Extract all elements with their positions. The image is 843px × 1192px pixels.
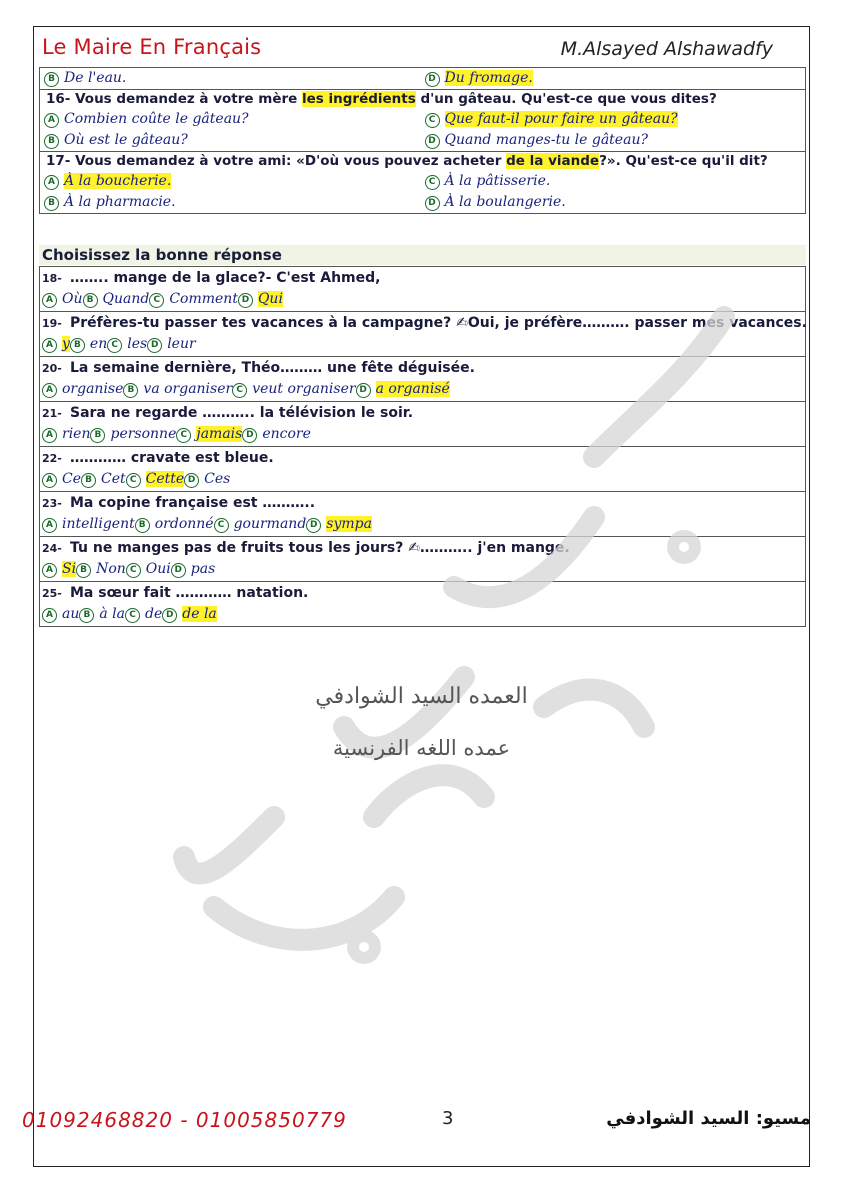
option-b: [135, 514, 214, 536]
letter-circle-icon: A: [42, 473, 57, 488]
letter-circle-icon: C: [125, 608, 140, 623]
question-number: 20-: [42, 362, 62, 375]
option-text: jamais: [196, 426, 243, 442]
question-text: [40, 267, 805, 289]
option-c: [126, 469, 185, 491]
option-a: [42, 514, 135, 536]
option-text: ordonné: [154, 516, 214, 532]
letter-circle-icon: A: [42, 428, 57, 443]
option-b: B De l'eau.: [44, 68, 425, 89]
options-row: [40, 334, 805, 356]
letter-circle-icon: B: [90, 428, 105, 443]
letter-circle-icon: C: [176, 428, 191, 443]
option-c: [214, 514, 307, 536]
option-c: C À la pâtisserie.: [425, 171, 806, 192]
option-text: Comment: [169, 291, 238, 307]
letter-circle-icon: C: [232, 383, 247, 398]
letter-circle-icon: D: [356, 383, 371, 398]
letter-circle-icon: C: [126, 563, 141, 578]
option-b: [90, 424, 176, 446]
option-text: intelligent: [62, 516, 135, 532]
question-16: 16- Vous demandez à votre mère les ingrédients d'un gâteau. Qu'est-ce que vous dites?: [46, 91, 717, 107]
option-text: Ce: [62, 471, 81, 487]
question-prompt: Préfères-tu passer tes vacances à la campagne? ✍Oui, je préfère………. passer mes vacances.: [70, 315, 807, 331]
option-text: organise: [62, 381, 124, 397]
question-row: [40, 492, 806, 537]
q15-options: [40, 68, 805, 89]
option-c: [126, 559, 171, 581]
option-text: Cet: [101, 471, 126, 487]
option-d: D À la boulangerie.: [425, 192, 806, 213]
option-text: au: [62, 606, 80, 622]
question-row: [40, 537, 806, 582]
letter-circle-icon: B: [44, 134, 59, 149]
option-d: [238, 289, 283, 311]
option-text: Cette: [145, 471, 185, 487]
letter-circle-icon: C: [126, 473, 141, 488]
option-text: Où: [62, 291, 83, 307]
option-b: B Où est le gâteau?: [44, 130, 425, 151]
question-number: 24-: [42, 542, 62, 555]
question-row: [40, 357, 806, 402]
question-17: 17- Vous demandez à votre ami: «D'où vous pouvez acheter de la viande?». Qu'est-ce qu'il dit?: [46, 153, 768, 169]
options-row: [40, 379, 805, 401]
option-b: [70, 334, 107, 356]
question-number: 25-: [42, 587, 62, 600]
question-prompt: Tu ne manges pas de fruits tous les jours? ✍……….. j'en mange.: [70, 540, 570, 556]
option-b: [81, 469, 126, 491]
letter-circle-icon: B: [81, 473, 96, 488]
option-text: Non: [96, 561, 126, 577]
question-prompt: Ma copine française est ………..: [70, 495, 316, 511]
letter-circle-icon: C: [425, 175, 440, 190]
question-text: [40, 312, 805, 334]
option-text: pas: [190, 561, 216, 577]
option-b: B À la pharmacie.: [44, 192, 425, 213]
option-d: [162, 604, 217, 626]
arabic-signature-line1: العمده السيد الشوادفي: [315, 684, 528, 709]
option-b: [79, 604, 125, 626]
mcq-table: [39, 266, 806, 627]
options-row: [40, 514, 805, 536]
question-text: [40, 357, 805, 379]
letter-circle-icon: D: [147, 338, 162, 353]
letter-circle-icon: D: [171, 563, 186, 578]
option-b: [123, 379, 232, 401]
question-prompt: Ma sœur fait ………… natation.: [70, 585, 309, 601]
question-number: 18-: [42, 272, 62, 285]
question-text: [40, 537, 805, 559]
option-a: [42, 289, 83, 311]
option-a: [42, 604, 79, 626]
letter-circle-icon: B: [123, 383, 138, 398]
question-number: 23-: [42, 497, 62, 510]
question-number: 21-: [42, 407, 62, 420]
options-row: [40, 604, 805, 626]
question-number: 19-: [42, 317, 62, 330]
letter-circle-icon: A: [42, 338, 57, 353]
arabic-signature-line2: عمده اللغه الفرنسية: [332, 736, 511, 760]
option-text: Qui: [257, 291, 283, 307]
letter-circle-icon: B: [44, 196, 59, 211]
letter-circle-icon: D: [425, 72, 440, 87]
letter-circle-icon: D: [425, 196, 440, 211]
q16-options: [40, 109, 805, 151]
option-text: à la: [99, 606, 125, 622]
option-text: gourmand: [233, 516, 307, 532]
option-d: [184, 469, 230, 491]
options-row: [40, 424, 805, 446]
options-row: [40, 469, 805, 491]
letter-circle-icon: C: [107, 338, 122, 353]
letter-circle-icon: A: [42, 608, 57, 623]
letter-circle-icon: B: [76, 563, 91, 578]
option-d: [306, 514, 372, 536]
letter-circle-icon: A: [42, 518, 57, 533]
worksheet-page: [33, 26, 810, 1167]
question-prompt: Sara ne regarde ……….. la télévision le soir.: [70, 405, 414, 421]
question-row: [40, 447, 806, 492]
letter-circle-icon: A: [42, 563, 57, 578]
option-c: [176, 424, 242, 446]
footer-author: مسيو: السيد الشوادفي: [606, 1108, 811, 1129]
question-text: [40, 447, 805, 469]
option-text: Ces: [204, 471, 231, 487]
section-title: Choisissez la bonne réponse: [39, 245, 806, 265]
option-a: A Combien coûte le gâteau?: [44, 109, 425, 130]
page-number: 3: [442, 1108, 454, 1129]
letter-circle-icon: C: [149, 293, 164, 308]
question-text: [40, 402, 805, 424]
letter-circle-icon: D: [425, 134, 440, 149]
header-title: Le Maire En Français: [42, 35, 262, 59]
option-text: Quand: [102, 291, 150, 307]
option-text: personne: [110, 426, 177, 442]
option-c: [232, 379, 355, 401]
footer-phones: 01092468820 - 01005850779: [22, 1108, 347, 1132]
option-a: [42, 559, 76, 581]
option-text: Oui: [145, 561, 171, 577]
option-a: [42, 424, 90, 446]
option-b: [76, 559, 126, 581]
option-text: de: [145, 606, 163, 622]
letter-circle-icon: C: [425, 113, 440, 128]
option-a: [42, 334, 70, 356]
top-questions-table: [39, 67, 806, 214]
letter-circle-icon: B: [79, 608, 94, 623]
question-text: [40, 492, 805, 514]
question-prompt: La semaine dernière, Théo……… une fête déguisée.: [70, 360, 475, 376]
question-number: 22-: [42, 452, 62, 465]
question-text: [40, 582, 805, 604]
option-d: [147, 334, 195, 356]
letter-circle-icon: D: [306, 518, 321, 533]
option-b: [83, 289, 150, 311]
question-prompt: ………… cravate est bleue.: [70, 450, 274, 466]
question-row: [40, 582, 806, 627]
option-d: [171, 559, 216, 581]
question-row: [40, 312, 806, 357]
option-c: C Que faut-il pour faire un gâteau?: [425, 109, 806, 130]
option-c: [149, 289, 238, 311]
question-row: [40, 267, 806, 312]
option-d: D Quand manges-tu le gâteau?: [425, 130, 806, 151]
letter-circle-icon: C: [214, 518, 229, 533]
option-a: [42, 469, 81, 491]
option-text: veut organiser: [252, 381, 356, 397]
option-text: a organisé: [375, 381, 450, 397]
option-text: encore: [262, 426, 311, 442]
option-text: Si: [62, 561, 77, 577]
letter-circle-icon: A: [44, 113, 59, 128]
header-author: M.Alsayed Alshawadfy: [560, 38, 773, 60]
letter-circle-icon: B: [83, 293, 98, 308]
letter-circle-icon: D: [162, 608, 177, 623]
letter-circle-icon: D: [184, 473, 199, 488]
option-d: [356, 379, 450, 401]
option-text: y: [62, 336, 70, 352]
option-d: [242, 424, 311, 446]
option-c: [107, 334, 147, 356]
option-text: en: [89, 336, 108, 352]
question-row: [40, 402, 806, 447]
option-a: A À la boucherie.: [44, 171, 425, 192]
letter-circle-icon: A: [42, 293, 57, 308]
letter-circle-icon: A: [42, 383, 57, 398]
option-text: sympa: [326, 516, 372, 532]
option-a: [42, 379, 123, 401]
letter-circle-icon: B: [135, 518, 150, 533]
options-row: [40, 559, 805, 581]
option-text: va organiser: [143, 381, 233, 397]
option-text: rien: [62, 426, 91, 442]
letter-circle-icon: A: [44, 175, 59, 190]
option-c: [125, 604, 162, 626]
option-text: leur: [167, 336, 196, 352]
letter-circle-icon: B: [70, 338, 85, 353]
letter-circle-icon: D: [238, 293, 253, 308]
option-d: D Du fromage.: [425, 68, 806, 89]
q17-options: [40, 171, 805, 213]
option-text: les: [127, 336, 148, 352]
letter-circle-icon: D: [242, 428, 257, 443]
option-text: de la: [182, 606, 217, 622]
letter-circle-icon: B: [44, 72, 59, 87]
question-prompt: …….. mange de la glace?- C'est Ahmed,: [70, 270, 381, 286]
options-row: [40, 289, 805, 311]
